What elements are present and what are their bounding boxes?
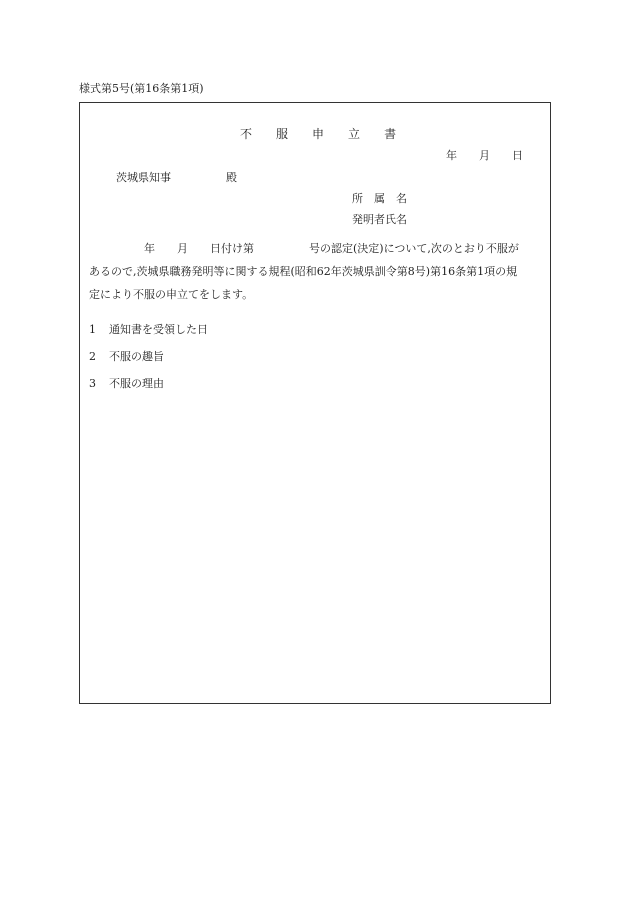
affiliation-label: 所 属 名 xyxy=(352,192,407,205)
item-label: 不服の理由 xyxy=(109,377,164,390)
form-number-label: 様式第5号(第16条第1項) xyxy=(79,82,204,95)
inventor-name-label: 発明者氏名 xyxy=(352,213,407,226)
item-number: 1 xyxy=(89,323,96,336)
item-objection-reason xyxy=(89,375,164,391)
body-line: 定により不服の申立てをします。 xyxy=(89,288,254,301)
addressee: 茨城県知事 殿 xyxy=(116,171,237,184)
date-line: 年 月 日 xyxy=(446,149,523,162)
title-char: 立 xyxy=(348,127,361,141)
item-number: 2 xyxy=(89,350,96,363)
title-char: 不 xyxy=(240,127,253,141)
form-frame xyxy=(79,102,551,704)
body-line: 年 月 日付け第 号の認定(決定)について,次のとおり不服が xyxy=(89,242,519,255)
item-label: 通知書を受領した日 xyxy=(109,323,208,336)
item-label: 不服の趣旨 xyxy=(109,350,164,363)
body-paragraph xyxy=(89,237,545,306)
title-char: 書 xyxy=(384,127,397,141)
document-title xyxy=(240,125,396,142)
body-line: あるので,茨城県職務発明等に関する規程(昭和62年茨城県訓令第8号)第16条第1項の規 xyxy=(89,265,518,278)
item-number: 3 xyxy=(89,377,96,390)
title-char: 服 xyxy=(276,127,289,141)
item-receipt-date xyxy=(89,321,208,337)
item-objection-purpose xyxy=(89,348,164,364)
title-char: 申 xyxy=(312,127,325,141)
